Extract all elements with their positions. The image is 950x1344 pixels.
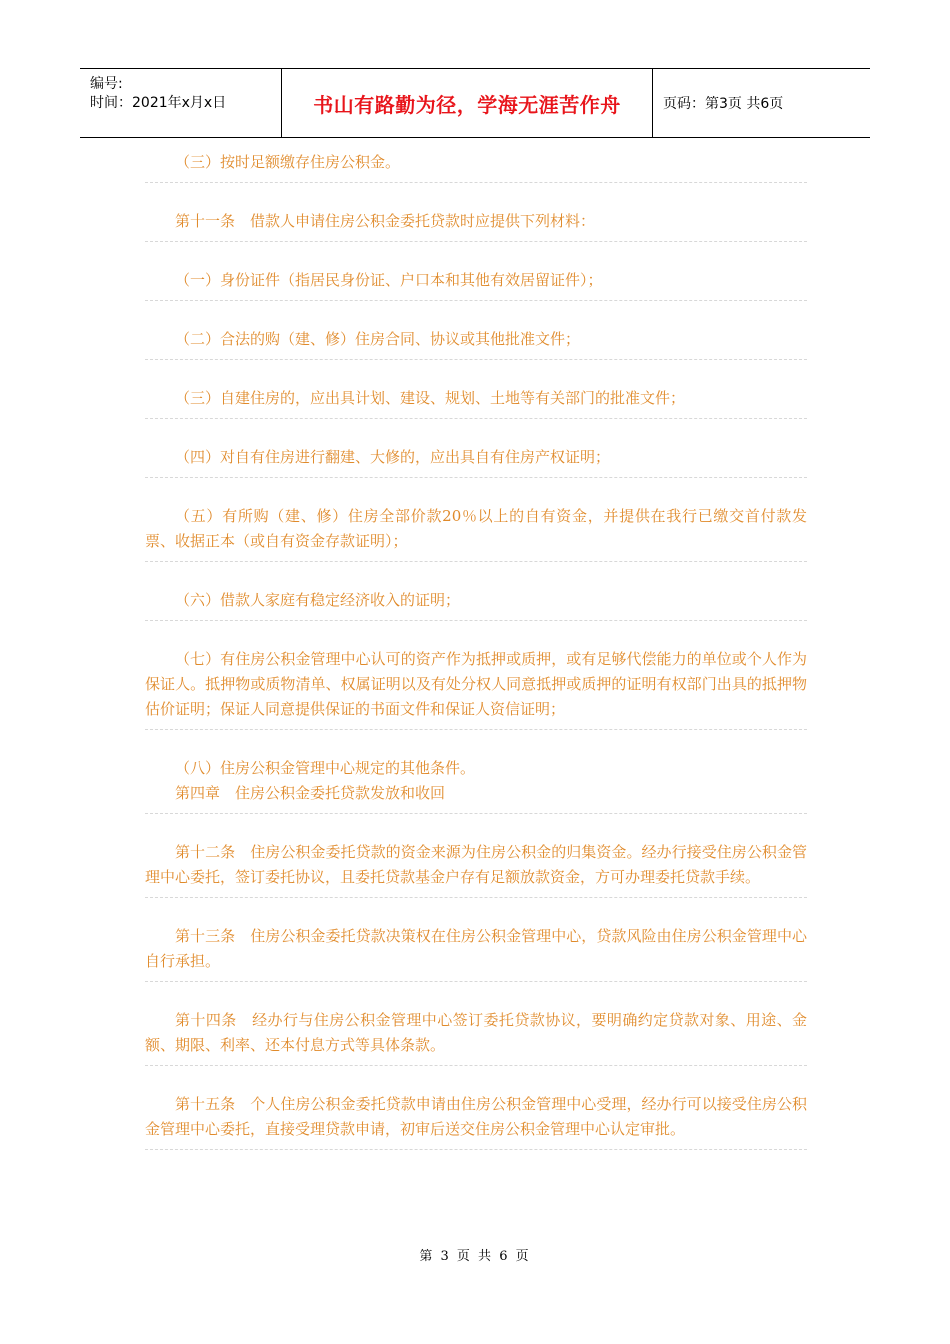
paragraph-text: （五）有所购（建、修）住房全部价款20％以上的自有资金，并提供在我行已缴交首付款发票、收据正本（或自有资金存款证明）；	[145, 507, 807, 550]
paragraph	[145, 504, 807, 562]
paragraph-text: （七）有住房公积金管理中心认可的资产作为抵押或质押，或有足够代偿能力的单位或个人作为保证人。抵押物或质物清单、权属证明以及有处分权人同意抵押或质押的证明有权部门出具的抵押物估价证明；保证人同意提供保证的书面文件和保证人资信证明；	[145, 650, 807, 718]
chapter-heading-text: 第四章 住房公积金委托贷款发放和收回	[175, 784, 446, 802]
paragraph	[145, 1008, 807, 1066]
serial-label: 编号:	[90, 76, 123, 92]
paragraph-text: （八）住房公积金管理中心规定的其他条件。	[175, 759, 476, 777]
paragraph-text: （二）合法的购（建、修）住房合同、协议或其他批准文件；	[175, 330, 581, 348]
paragraph	[145, 840, 807, 898]
chapter-heading	[145, 781, 807, 814]
paragraph-text: （三）自建住房的，应出具计划、建设、规划、土地等有关部门的批准文件；	[175, 389, 686, 407]
paragraph-text: （一）身份证件（指居民身份证、户口本和其他有效居留证件）；	[175, 271, 603, 289]
document-body	[145, 150, 807, 1150]
paragraph-text: 第十五条 个人住房公积金委托贷款申请由住房公积金管理中心受理，经办行可以接受住房公积金管理中心委托，直接受理贷款申请，初审后送交住房公积金管理中心认定审批。	[145, 1095, 807, 1138]
paragraph	[145, 327, 807, 360]
paragraph-text: （三）按时足额缴存住房公积金。	[175, 153, 401, 171]
paragraph	[145, 150, 807, 183]
paragraph-text: （四）对自有住房进行翻建、大修的，应出具自有住房产权证明；	[175, 448, 611, 466]
paragraph	[145, 588, 807, 621]
paragraph	[145, 924, 807, 982]
paragraph-text: 第十三条 住房公积金委托贷款决策权在住房公积金管理中心，贷款风险由住房公积金管理中心自行承担。	[145, 927, 807, 970]
header-motto-cell	[281, 69, 653, 137]
header-page-cell	[653, 69, 870, 137]
footer-page-number: 第 3 页 共 6 页	[419, 1249, 531, 1264]
page-header	[80, 68, 870, 138]
motto-text: 书山有路勤为径，学海无涯苦作舟	[313, 92, 621, 117]
paragraph	[145, 209, 807, 242]
paragraph	[145, 1092, 807, 1150]
page-label: 页码：第3页 共6页	[663, 96, 784, 112]
paragraph	[145, 647, 807, 730]
paragraph	[145, 268, 807, 301]
paragraph-text: （六）借款人家庭有稳定经济收入的证明；	[175, 591, 461, 609]
paragraph-text: 第十二条 住房公积金委托贷款的资金来源为住房公积金的归集资金。经办行接受住房公积金管理中心委托，签订委托协议，且委托贷款基金户存有足额放款资金，方可办理委托贷款手续。	[145, 843, 807, 886]
time-label: 时间：2021年x月x日	[90, 95, 227, 111]
paragraph	[145, 756, 807, 781]
paragraph-text: 第十四条 经办行与住房公积金管理中心签订委托贷款协议，要明确约定贷款对象、用途、金额、期限、利率、还本付息方式等具体条款。	[145, 1011, 807, 1054]
page-footer	[0, 1245, 950, 1264]
paragraph	[145, 386, 807, 419]
paragraph-text: 第十一条 借款人申请住房公积金委托贷款时应提供下列材料：	[175, 212, 596, 230]
header-meta	[80, 69, 281, 137]
paragraph	[145, 445, 807, 478]
